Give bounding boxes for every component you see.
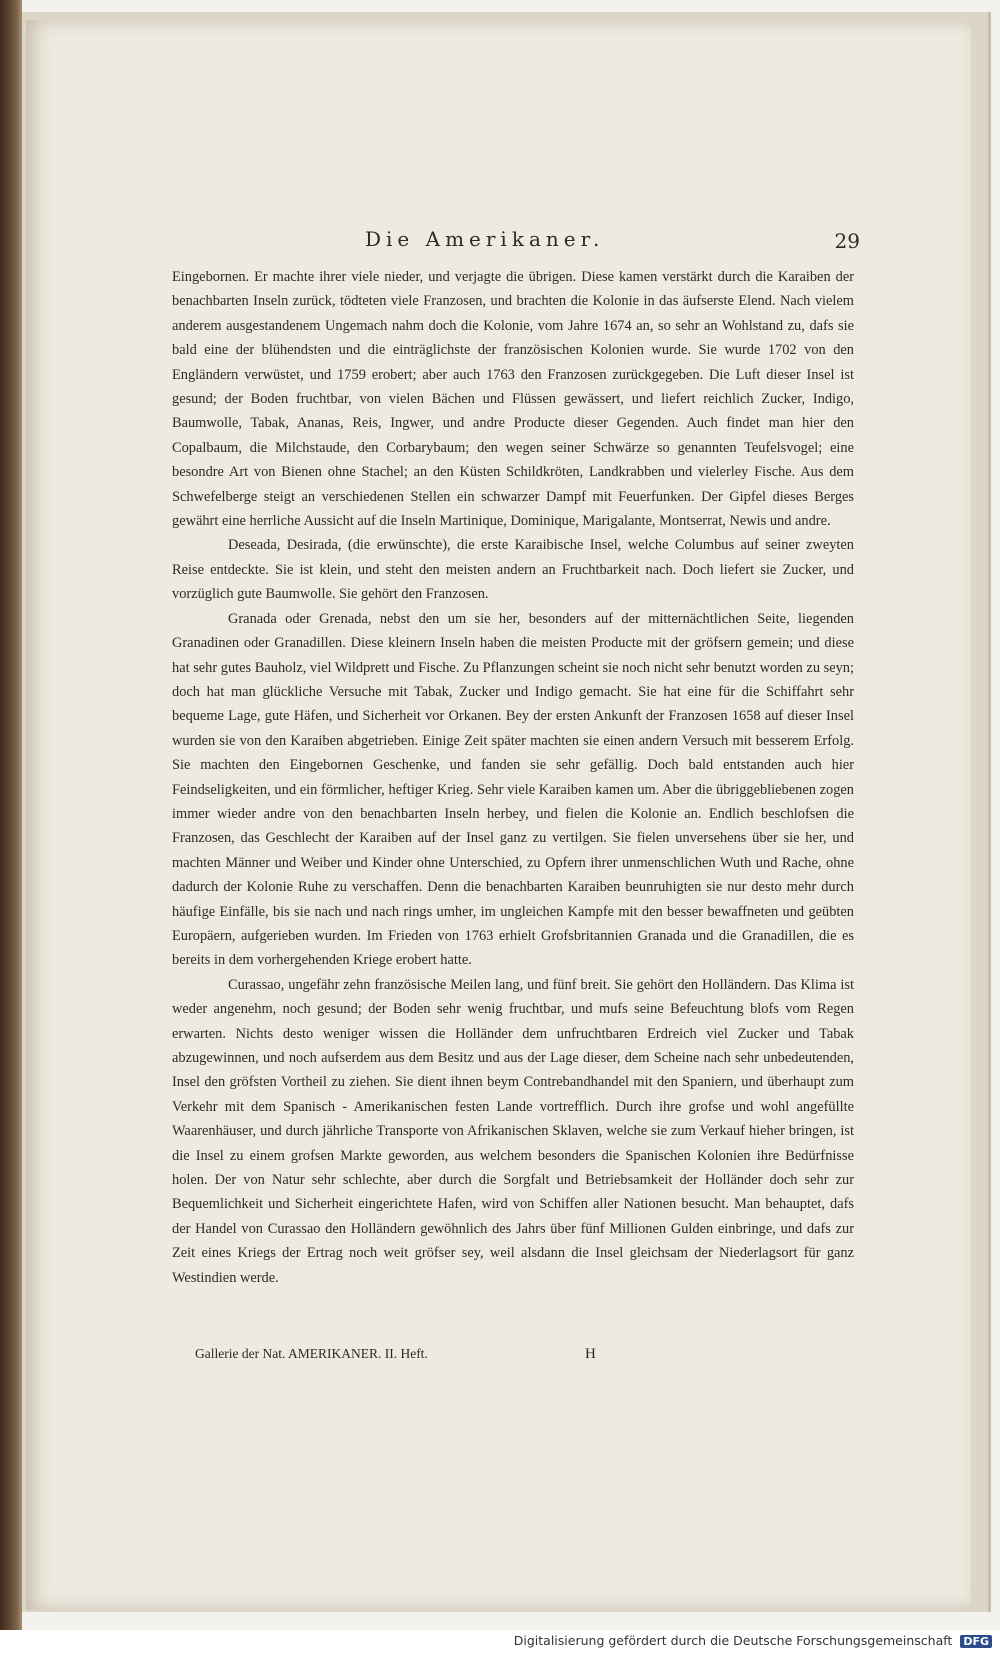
book-spine xyxy=(0,0,22,1653)
running-title: Die Amerikaner. xyxy=(365,227,605,251)
paragraph: Eingebornen. Er machte ihrer viele nieder, und verjagte die übrigen. Diese kamen verstärkt durch die Karaiben der benachbarten Inseln zurück, tödteten viele Franzosen, und brachten die Kolonie in das äufserste Elend. Nach vielem anderem ausgestandenem Ungemach nahm doch die Kolonie, vom Jahre 1674 an, so sehr an Wohlstand zu, dafs sie bald eine der blühendsten und die einträglichste der französischen Kolonien wurde. Sie wurde 1702 von den Engländern verwüstet, und 1759 erobert; aber auch 1763 den Franzosen zurückgegeben. Die Luft dieser Insel ist gesund; der Boden fruchtbar, von vielen Bächen und Flüssen gewässert, und liefert reichlich Zucker, Indigo, Baumwolle, Tabak, Ananas, Reis, Ingwer, und andre Producte dieser Gegenden. Auch findet man hier den Copalbaum, die Milchstaude, den Corbarybaum; den wegen seiner Schwärze so genannten Teufelsvogel; eine besondre Art von Bienen ohne Stachel; an den Küsten Schildkröten, Landkrabben und vielerley Fische. Aus dem Schwefelberge steigt an verschiedenen Stellen ein schwarzer Dampf mit Feuerfunken. Der Gipfel dieses Berges gewährt eine herrliche Aussicht auf die Inseln Martinique, Dominique, Marigalante, Montserrat, Newis und andre. xyxy=(172,269,854,530)
signature-mark: H xyxy=(585,1346,596,1362)
digitization-credit xyxy=(514,1633,992,1648)
page-number: 29 xyxy=(834,229,860,253)
paragraph-deseada: Deseada, Desirada, (die erwünschte), die erste Karaibische Insel, welche Columbus auf seiner zweyten Reise entdeckte. Sie ist klein, und steht den meisten andern an Fruchtbarkeit nach. Doch liefert sie Zucker, und vorzüglich gute Baumwolle. Sie gehört den Franzosen. xyxy=(172,537,854,603)
dfg-logo-icon: DFG xyxy=(960,1635,992,1648)
body-text xyxy=(172,265,854,1290)
credit-text: Digitalisierung gefördert durch die Deutsche Forschungsgemeinschaft xyxy=(513,1633,953,1648)
paragraph-curassao: Curassao, ungefähr zehn französische Meilen lang, und fünf breit. Sie gehört den Holländern. Das Klima ist weder angenehm, noch gesund; der Boden sehr wenig fruchtbar, und mufs seine Befeuchtung blofs vom Regen erwarten. Nichts desto weniger wissen die Holländer dem unfruchtbaren Erdreich viel Zucker und Tabak abzugewinnen, und noch aufserdem aus dem Besitz und aus der Lage dieser, dem Scheine nach sehr unbedeutenden, Insel den gröfsten Vortheil zu ziehen. Sie dient ihnen beym Contrebandhandel mit den Spaniern, und überhaupt zum Verkehr mit dem Spanisch - Amerikanischen festen Lande vortrefflich. Durch ihre grofse und wohl angefüllte Waarenhäuser, und durch jährliche Transporte von Afrikanischen Sklaven, welche sie zum Verkauf hieher bringen, ist die Insel zu einem grofsen Markte geworden, aus welchem besonders die Spanischen Kolonien ihre Bedürfnisse holen. Der von Natur sehr schlechte, aber durch die Sorgfalt und Betriebsamkeit der Holländer doch sehr zur Bequemlichkeit und Sicherheit eingerichtete Hafen, wird von Schiffen aller Nationen besucht. Man behauptet, dafs der Handel von Curassao den Holländern gewöhnlich des Jahrs über fünf Millionen Gulden einbringe, und dafs zur Zeit eines Kriegs der Ertrag noch weit gröfser sey, weil alsdann die Insel gleichsam der Niederlagsort für ganz Westindien werde. xyxy=(172,976,854,1286)
page-header xyxy=(170,224,860,264)
page-footer xyxy=(195,1346,855,1370)
paragraph-granada: Granada oder Grenada, nebst den um sie her, besonders auf der mitternächtlichen Seite, liegenden Granadinen oder Granadillen. Diese kleinern Inseln haben die meisten Producte mit der gröfsern gemein; und diese hat sehr gutes Bauholz, viel Wildprett und Fische. Zu Pflanzungen scheint sie noch nicht sehr benutzt worden zu seyn; doch hat man glückliche Versuche mit Tabak, Zucker und Indigo gemacht. Sie hat eine für die Schiffahrt sehr bequeme Lage, gute Häfen, und Sicherheit vor Orkanen. Bey der ersten Ankunft der Franzosen 1658 auf dieser Insel wurden sie von den Karaiben abgetrieben. Einige Zeit später machten sie einen andern Versuch mit besserem Erfolg. Sie machten den Eingebornen Geschenke, und fanden sie sehr gefällig. Doch bald entstanden auch hier Feindseligkeiten, und ein förmlicher, heftiger Krieg. Sehr viele Karaiben kamen um. Aber die übriggebliebenen zogen immer wieder andre von den benachbarten Inseln herbey, und fielen die Kolonie an. Endlich beschlofsen die Franzosen, das Geschlecht der Karaiben auf der Insel ganz zu vertilgen. Sie fielen unversehens über sie her, und machten Männer und Weiber und Kinder ohne Unterschied, zu Opfern ihrer unmenschlichen Wuth und Rache, ohne dadurch der Kolonie Ruhe zu verschaffen. Denn die benachbarten Karaiben beunruhigten sie nur desto mehr durch häufige Einfälle, bis sie nach und nach rings umher, im ungleichen Kampfe mit den besser bewaffneten und geübten Europäern, aufgerieben wurden. Im Frieden von 1763 erhielt Grofsbritannien Granada und die Granadillen, die es bereits in dem vorhergehenden Kriege erobert hatte. xyxy=(172,610,854,969)
credit-bar xyxy=(0,1630,1000,1653)
signature-line: Gallerie der Nat. AMERIKANER. II. Heft. xyxy=(195,1346,428,1361)
